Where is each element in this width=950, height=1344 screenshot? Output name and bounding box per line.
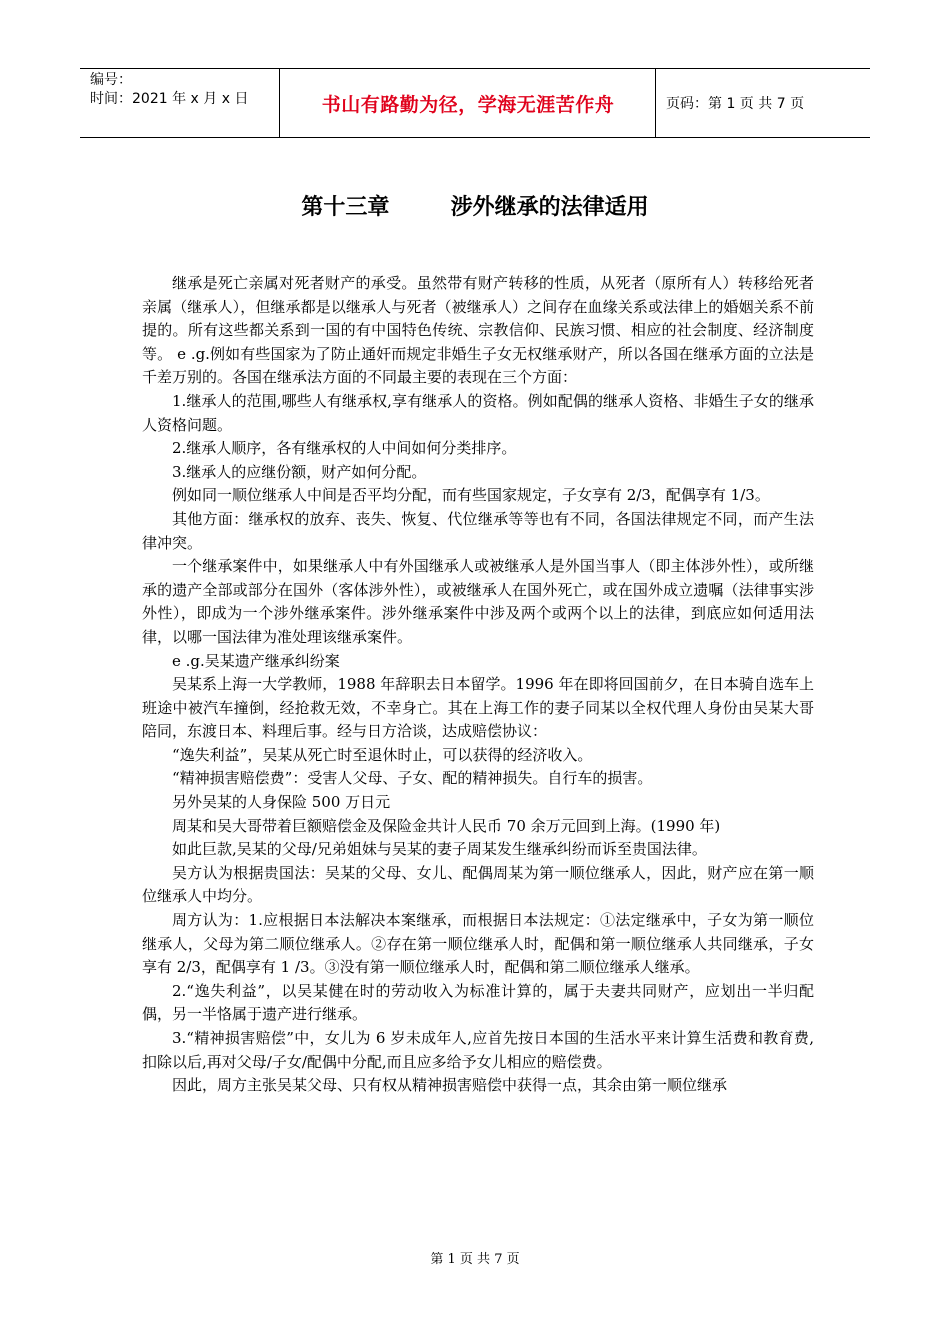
paragraph: 吴方认为根据贵国法：吴某的父母、女儿、配偶周某为第一顺位继承人，因此，财产应在第一顺位继承人中均分。: [142, 863, 814, 906]
paragraph: 一个继承案件中，如果继承人中有外国继承人或被继承人是外国当事人（即主体涉外性），或所继承的遗产全部或部分在国外（客体涉外性），或被继承人在国外死亡，或在国外成立遗嘱（法律事实涉外性），即成为一个涉外继承案件。涉外继承案件中涉及两个或两个以上的法律，到底应如何适用法律，以哪一国法律为准处理该继承案件。: [142, 557, 814, 646]
paragraph: 如此巨款,吴某的父母/兄弟姐妹与吴某的妻子周某发生继承纠纷而诉至贵国法律。: [172, 840, 707, 859]
paragraph: 例如同一顺位继承人中间是否平均分配，而有些国家规定，子女享有 2/3，配偶享有 1/3。: [172, 486, 770, 505]
document-number-label: 编号：: [90, 72, 132, 88]
paragraph: 周方认为：1.应根据日本法解决本案继承，而根据日本法规定：①法定继承中，子女为第一顺位继承人，父母为第二顺位继承人。②存在第一顺位继承人时，配偶和第一顺位继承人共同继承，子女享有 2/3，配偶享有 1 /3。③没有第一顺位继承人时，配偶和第二顺位继承人继承。: [142, 911, 814, 977]
paragraph: 吴某系上海一大学教师，1988 年辞职去日本留学。1996 年在即将回国前夕，在日本骑自选车上班途中被汽车撞倒，经抢救无效，不幸身亡。其在上海工作的妻子同某以全权代理人身份由吴某大哥陪同，东渡日本、料理后事。经与日方洽谈，达成赔偿协议：: [142, 675, 814, 741]
paragraph: 其他方面：继承权的放弃、丧失、恢复、代位继承等等也有不同，各国法律规定不同，而产生法律冲突。: [142, 509, 814, 552]
paragraph: 2.“逸失利益”，以吴某健在时的劳动收入为标准计算的，属于夫妻共同财产，应划出一半归配偶，另一半恪属于遗产进行继承。: [142, 981, 814, 1024]
paragraph: e .g.吴某遗产继承纠纷案: [172, 651, 340, 670]
header-motto: 书山有路勤为径，学海无涯苦作舟: [281, 69, 656, 137]
page-footer: 第 1 页 共 7 页: [430, 1252, 520, 1267]
paragraph: 因此，周方主张吴某父母、只有权从精神损害赔偿中获得一点，其余由第一顺位继承: [172, 1076, 728, 1095]
paragraph: 1.继承人的范围,哪些人有继承权,享有继承人的资格。例如配偶的继承人资格、非婚生子女的继承人资格问题。: [142, 391, 814, 434]
document-date-label: 时间：2021 年 x 月 x 日: [90, 91, 249, 107]
paragraph: “逸失利益”，吴某从死亡时至退休时止，可以获得的经济收入。: [172, 745, 593, 764]
header-page-info: 页码：第 1 页 共 7 页: [666, 96, 805, 112]
paragraph: 2.继承人顺序，各有继承权的人中间如何分类排序。: [172, 439, 517, 458]
paragraph: “精神损害赔偿费”：受害人父母、子女、配的精神损失。自行车的损害。: [172, 769, 653, 788]
chapter-title: 第十三章 涉外继承的法律适用: [301, 195, 649, 220]
paragraph: 3.“精神损害赔偿”中，女儿为 6 岁未成年人,应首先按日本国的生活水平来计算生活费和教育费,扣除以后,再对父母/子女/配偶中分配,而且应多给予女儿相应的赔偿费。: [142, 1029, 814, 1071]
paragraph: 继承是死亡亲属对死者财产的承受。虽然带有财产转移的性质，从死者（原所有人）转移给死者亲属（继承人），但继承都是以继承人与死者（被继承人）之间存在血缘关系或法律上的婚姻关系不前提的。所有这些都关系到一国的有中国特色传统、宗教信仰、民族习惯、相应的社会制度、经济制度等。 e .g.例如有些国家为了防止通奸而规定非婚生子女无权继承财产，所以各国在继承方面的立法是千差万别的。各国在继承法方面的不同最主要的表现在三个方面：: [142, 274, 814, 387]
paragraph: 3.继承人的应继份额，财产如何分配。: [172, 462, 427, 481]
document-body: [142, 272, 814, 1098]
paragraph: 另外吴某的人身保险 500 万日元: [172, 793, 391, 812]
header-meta-cell: [80, 69, 280, 137]
paragraph: 周某和吴大哥带着巨额赔偿金及保险金共计人民币 70 余万元回到上海。(1990 年): [172, 816, 721, 835]
page-header: [80, 68, 870, 138]
